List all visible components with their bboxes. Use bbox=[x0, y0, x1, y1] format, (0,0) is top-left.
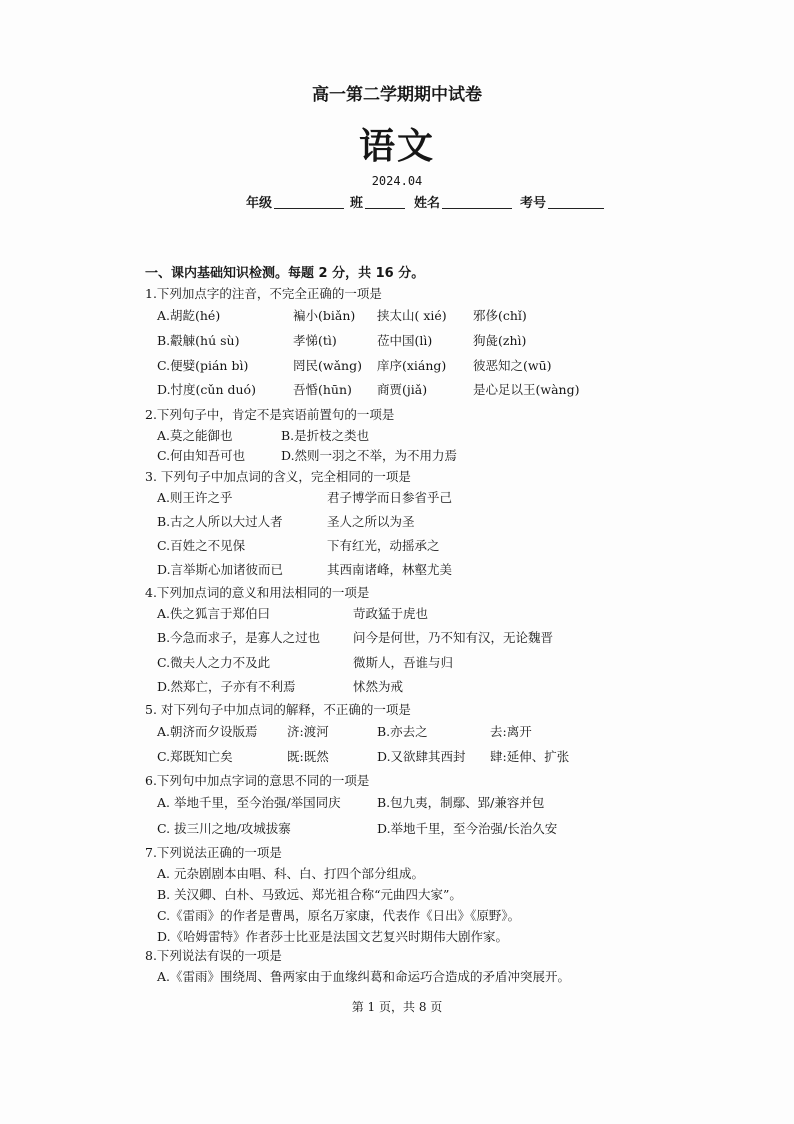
option-item: 挟太山( xié) bbox=[377, 308, 447, 323]
option-item: B.亦去之 bbox=[377, 724, 428, 739]
exam-number-label: 考号 bbox=[520, 196, 547, 211]
option-item: D.举地千里，至今治强/长治久安 bbox=[377, 821, 558, 836]
grade-blank[interactable] bbox=[274, 196, 344, 209]
option-item: 既:既然 bbox=[287, 749, 329, 764]
option-item: 圣人之所以为圣 bbox=[327, 514, 415, 529]
option-item: A.朝济而夕设版焉 bbox=[157, 724, 258, 739]
class-label: 班 bbox=[350, 196, 364, 211]
option-item: 下有红光，动摇承之 bbox=[327, 538, 440, 553]
option-item: A. 举地千里，至今治强/举国同庆 bbox=[157, 795, 341, 810]
option-item: 君子博学而日参省乎己 bbox=[327, 490, 453, 505]
name-label: 姓名 bbox=[414, 196, 441, 211]
name-blank[interactable] bbox=[442, 196, 512, 209]
option-item: C.便嬖(pián bì) bbox=[157, 358, 249, 373]
option-item: A.胡龁(hé) bbox=[157, 308, 221, 323]
exam-date: 2024.04 bbox=[371, 174, 423, 188]
option-item: 罔民(wǎng) bbox=[293, 358, 362, 373]
option-item: D.言举斯心加诸彼而已 bbox=[157, 562, 284, 577]
option-item: C.何由知吾可也 bbox=[157, 448, 246, 463]
option-item: 其西南诸峰，林壑尤美 bbox=[327, 562, 453, 577]
option-item: D.忖度(cǔn duó) bbox=[157, 382, 256, 397]
name-field[interactable] bbox=[414, 192, 512, 211]
class-blank[interactable] bbox=[365, 196, 405, 209]
question-stem: 2.下列句子中，肯定不是宾语前置句的一项是 bbox=[145, 407, 395, 422]
option-item: B.包九夷，制鄢、郢/兼容并包 bbox=[377, 795, 545, 810]
option-item: B.古之人所以大过人者 bbox=[157, 514, 283, 529]
option-item: 去:离开 bbox=[490, 724, 532, 739]
question-stem: 7.下列说法正确的一项是 bbox=[145, 845, 282, 860]
option-item: D.《哈姆雷特》作者莎士比亚是法国文艺复兴时期伟大剧作家。 bbox=[157, 929, 509, 944]
option-item: C.百姓之不见保 bbox=[157, 538, 246, 553]
option-item: C.《雷雨》的作者是曹禺，原名万家康，代表作《日出》《原野》。 bbox=[157, 908, 521, 923]
option-item: C. 拔三川之地/攻城拔寨 bbox=[157, 821, 291, 836]
option-item: A.则王许之乎 bbox=[157, 490, 233, 505]
option-item: A.莫之能御也 bbox=[157, 428, 233, 443]
option-item: 孝悌(tì) bbox=[293, 333, 337, 348]
option-item: B.今急而求子，是寡人之过也 bbox=[157, 630, 321, 645]
option-item: 苛政猛于虎也 bbox=[353, 606, 429, 621]
option-item: 问今是何世，乃不知有汉，无论魏晋 bbox=[353, 630, 554, 645]
option-item: 彼恶知之(wū) bbox=[473, 358, 552, 373]
option-item: C.微夫人之力不及此 bbox=[157, 655, 271, 670]
option-item: D.然则一羽之不举，为不用力焉 bbox=[281, 448, 458, 463]
exam-title: 高一第二学期期中试卷 bbox=[312, 85, 482, 105]
question-stem: 4.下列加点词的意义和用法相同的一项是 bbox=[145, 585, 370, 600]
option-item: 庠序(xiáng) bbox=[377, 358, 447, 373]
question-stem: 8.下列说法有误的一项是 bbox=[145, 948, 282, 963]
option-item: C.郑既知亡矣 bbox=[157, 749, 233, 764]
question-stem: 5. 对下列句子中加点词的解释，不正确的一项是 bbox=[145, 702, 411, 717]
option-item: 狗彘(zhì) bbox=[473, 333, 527, 348]
question-stem: 1.下列加点字的注音，不完全正确的一项是 bbox=[145, 286, 382, 301]
option-item: A.佚之狐言于郑伯曰 bbox=[157, 606, 271, 621]
exam-number-blank[interactable] bbox=[548, 196, 604, 209]
option-item: 怵然为戒 bbox=[353, 679, 404, 694]
option-item: D.然郑亡，子亦有不利焉 bbox=[157, 679, 296, 694]
option-item: 商贾(jiǎ) bbox=[377, 382, 428, 397]
grade-field[interactable] bbox=[246, 192, 344, 211]
question-stem: 3. 下列句子中加点词的含义，完全相同的一项是 bbox=[145, 469, 411, 484]
option-item: A. 元杂剧剧本由唱、科、白、打四个部分组成。 bbox=[157, 866, 424, 881]
option-item: A.《雷雨》围绕周、鲁两家由于血缘纠葛和命运巧合造成的矛盾冲突展开。 bbox=[157, 969, 571, 984]
option-item: D.又欲肆其西封 bbox=[377, 749, 466, 764]
exam-number-field[interactable] bbox=[520, 192, 604, 211]
option-item: 吾惛(hūn) bbox=[293, 382, 352, 397]
option-item: B. 关汉卿、白朴、马致远、郑光祖合称“元曲四大家”。 bbox=[157, 887, 462, 902]
option-item: 肆:延伸、扩张 bbox=[490, 749, 570, 764]
option-item: 褊小(biǎn) bbox=[293, 308, 356, 323]
option-item: 是心足以王(wàng) bbox=[473, 382, 580, 397]
option-item: B.是折枝之类也 bbox=[281, 428, 370, 443]
section-title: 一、课内基础知识检测。每题 2 分，共 16 分。 bbox=[145, 266, 425, 281]
subject-title: 语文 bbox=[358, 126, 435, 167]
page-number: 第 1 页，共 8 页 bbox=[351, 1000, 443, 1014]
grade-label: 年级 bbox=[246, 196, 273, 211]
option-item: 微斯人，吾谁与归 bbox=[353, 655, 454, 670]
question-stem: 6.下列句中加点字词的意思不同的一项是 bbox=[145, 773, 370, 788]
option-item: B.觳觫(hú sù) bbox=[157, 333, 240, 348]
option-item: 济:渡河 bbox=[287, 724, 329, 739]
option-item: 莅中国(lì) bbox=[377, 333, 433, 348]
option-item: 邪侈(chǐ) bbox=[473, 308, 527, 323]
class-field[interactable] bbox=[350, 192, 405, 211]
